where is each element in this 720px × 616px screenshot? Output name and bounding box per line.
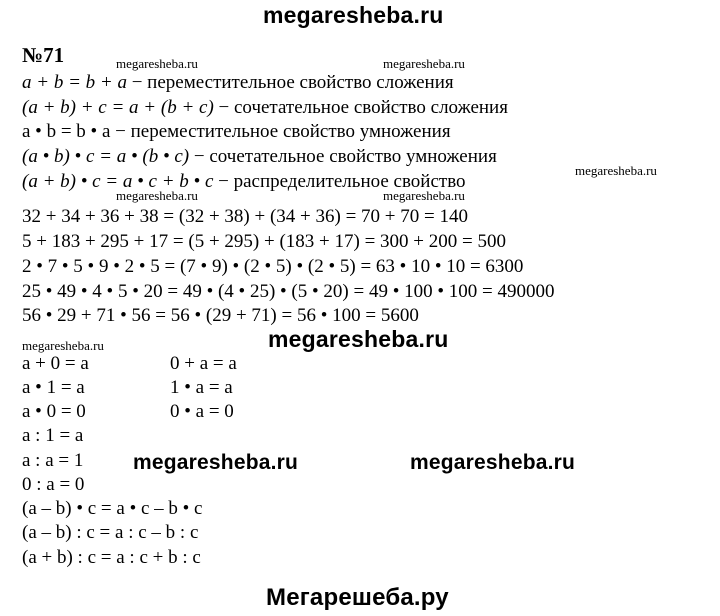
property-formula: (a + b) • c = a • c + b • c (22, 171, 214, 192)
identity-left: a + 0 = a (22, 353, 89, 374)
identity-right: 0 + a = a (170, 353, 237, 374)
identity-right: 1 • a = a (170, 377, 233, 398)
computation-line: 32 + 34 + 36 + 38 = (32 + 38) + (34 + 36) = 70 + 70 = 140 (22, 206, 468, 227)
property-description: − сочетательное свойство умножения (189, 146, 497, 167)
property-description: − распределительное свойство (213, 171, 466, 192)
watermark-small: megaresheba.ru (116, 56, 198, 71)
watermark-large: megaresheba.ru (268, 326, 449, 352)
property-line (22, 146, 497, 168)
watermark-small: megaresheba.ru (383, 56, 465, 71)
property-formula: (a + b) + c = a + (b + c) (22, 97, 214, 118)
identity-left: a : a = 1 (22, 450, 84, 471)
watermark-small: megaresheba.ru (575, 163, 657, 178)
footer-site-title: Мегарешеба.ру (266, 584, 449, 611)
task-number: №71 (22, 43, 65, 67)
property-formula: a • b = b • a (22, 121, 111, 142)
property-formula: (a • b) • c = a • (b • c) (22, 146, 190, 167)
computation-line: 56 • 29 + 71 • 56 = 56 • (29 + 71) = 56 • 100 = 5600 (22, 305, 419, 326)
property-line (22, 72, 454, 94)
property-description: − сочетательное свойство сложения (213, 97, 508, 118)
property-description: − переместительное свойство умножения (110, 121, 451, 142)
property-formula: a + b = b + a (22, 72, 127, 93)
property-description: − переместительное свойство сложения (126, 72, 454, 93)
identity-right: 0 • a = 0 (170, 401, 234, 422)
watermark-large: megaresheba.ru (410, 451, 576, 474)
watermark-large: megaresheba.ru (133, 451, 299, 474)
identity-left: 0 : a = 0 (22, 474, 85, 495)
identity-left: a : 1 = a (22, 425, 84, 446)
watermark-small: megaresheba.ru (116, 188, 198, 203)
identity-left: (a – b) • c = a • c – b • c (22, 498, 203, 519)
identity-left: a • 1 = a (22, 377, 85, 398)
computation-line: 25 • 49 • 4 • 5 • 20 = 49 • (4 • 25) • (5 • 20) = 49 • 100 • 100 = 490000 (22, 281, 555, 302)
property-line (22, 171, 466, 193)
header-site-title: megaresheba.ru (263, 2, 444, 28)
identity-left: a • 0 = 0 (22, 401, 86, 422)
computation-line: 5 + 183 + 295 + 17 = (5 + 295) + (183 + 17) = 300 + 200 = 500 (22, 231, 506, 252)
watermark-small: megaresheba.ru (383, 188, 465, 203)
watermark-small: megaresheba.ru (22, 338, 104, 353)
property-line (22, 97, 508, 119)
identity-left: (a + b) : c = a : c + b : c (22, 547, 201, 568)
identity-left: (a – b) : c = a : c – b : c (22, 522, 199, 543)
property-line (22, 121, 451, 143)
computation-line: 2 • 7 • 5 • 9 • 2 • 5 = (7 • 9) • (2 • 5) • (2 • 5) = 63 • 10 • 10 = 6300 (22, 256, 524, 277)
